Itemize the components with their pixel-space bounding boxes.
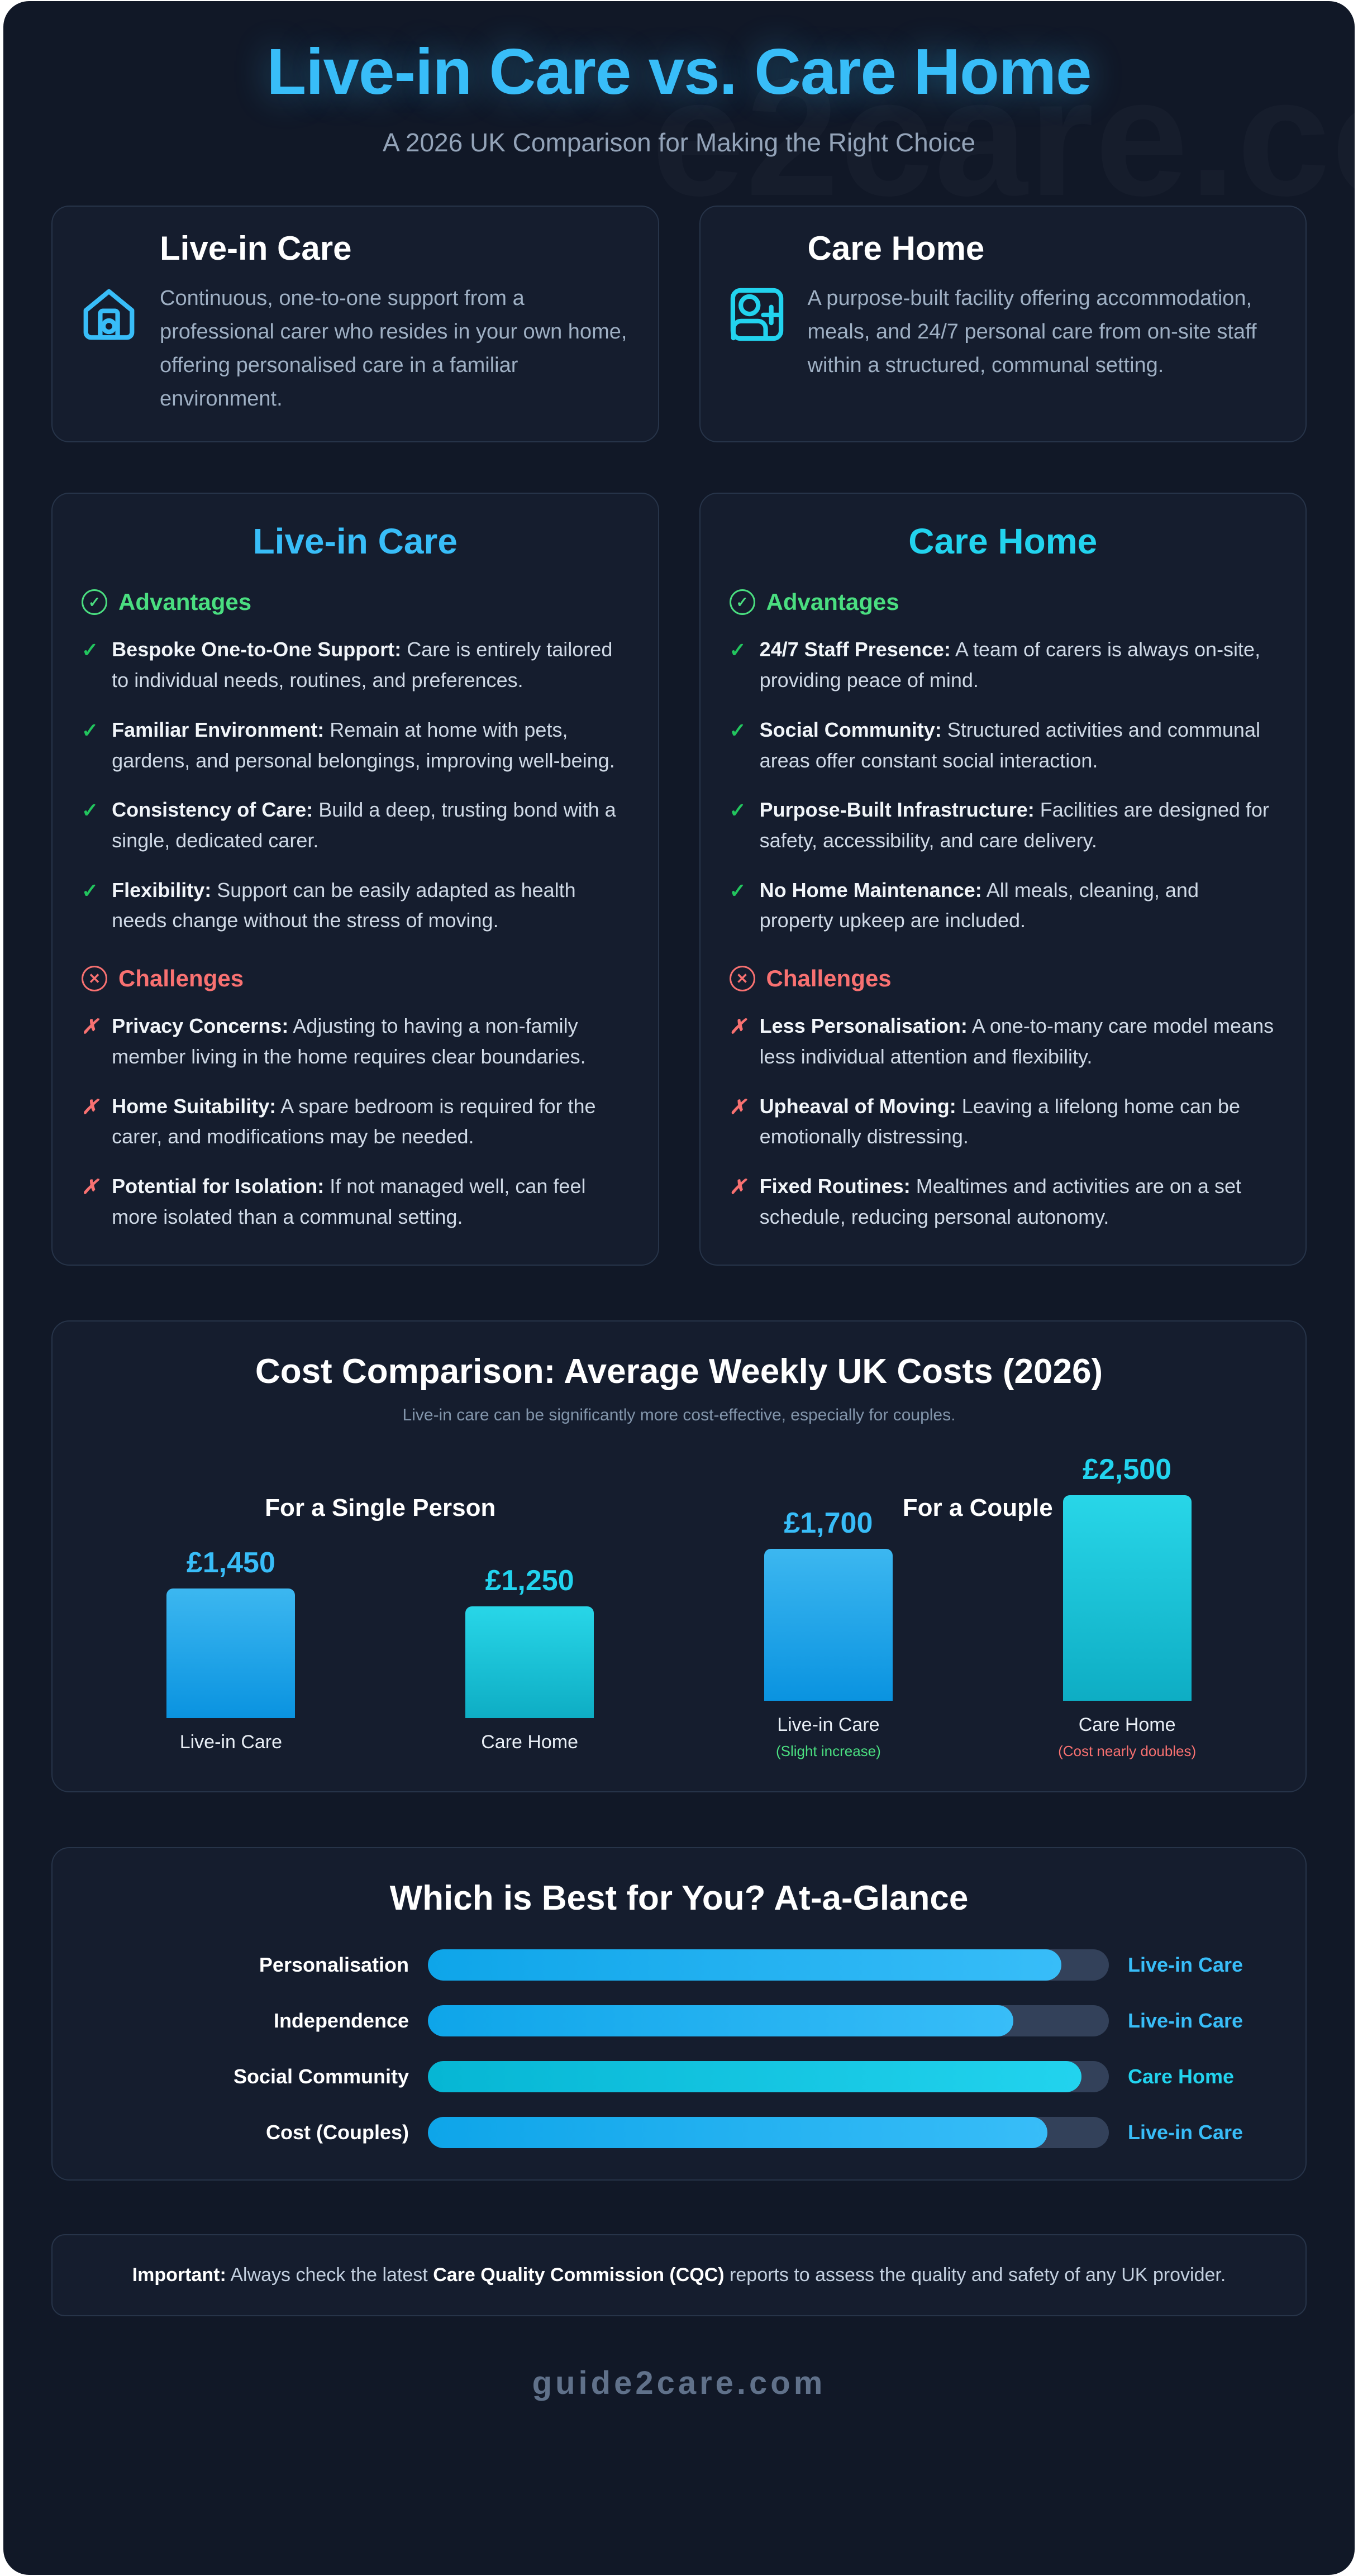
cross-icon: ✗ <box>729 1095 746 1118</box>
list-item-term: No Home Maintenance: <box>759 878 982 901</box>
challenges-list-care-home <box>730 1011 1277 1232</box>
check-icon: ✓ <box>82 638 99 662</box>
check-circle-icon: ✓ <box>82 589 107 615</box>
intro-card-title: Care Home <box>807 230 985 268</box>
advantages-heading <box>730 589 1277 616</box>
check-circle-icon: ✓ <box>730 589 755 615</box>
challenges-heading <box>82 965 629 992</box>
glance-progress-fill <box>428 1949 1061 1981</box>
list-item <box>82 1171 629 1232</box>
list-item <box>730 795 1277 856</box>
list-item <box>82 1091 629 1152</box>
list-item-term: Less Personalisation: <box>759 1014 968 1038</box>
list-item <box>82 635 629 695</box>
intro-cards-row <box>51 206 1307 442</box>
glance-progress-fill <box>428 2005 1013 2036</box>
list-item-text: A spare bedroom is required for the carer, and modifications may be needed. <box>112 1094 596 1148</box>
list-item-term: Social Community: <box>759 718 942 741</box>
glance-row-label: Independence <box>273 2009 409 2033</box>
glance-row-label: Cost (Couples) <box>266 2121 409 2144</box>
list-item-text: Support can be easily adapted as health needs change without the stress of moving. <box>112 878 576 932</box>
cost-bar-note: (Cost nearly doubles) <box>1058 1743 1197 1760</box>
cost-panel-subtitle: Live-in care can be significantly more cost-effective, especially for couples. <box>402 1406 956 1425</box>
cost-comparison-panel <box>51 1320 1307 1792</box>
comparison-column-live-in-care <box>51 493 659 1266</box>
page-header <box>51 1 1307 158</box>
challenges-label: Challenges <box>118 965 244 992</box>
glance-row-winner: Live-in Care <box>1128 1953 1243 1977</box>
list-item <box>730 1171 1277 1232</box>
care-facility-person-plus-icon <box>726 230 788 348</box>
page-subtitle: A 2026 UK Comparison for Making the Right Choice <box>382 128 976 158</box>
cost-bar-value: £1,700 <box>784 1507 873 1540</box>
challenges-heading <box>730 965 1277 992</box>
list-item-text: A one-to-many care model means less individual attention and flexibility. <box>759 1014 1274 1068</box>
cross-icon: ✗ <box>82 1095 99 1118</box>
list-item-term: Flexibility: <box>112 878 212 901</box>
list-item-term: Home Suitability: <box>112 1094 277 1118</box>
glance-progress-track <box>428 2005 1109 2036</box>
cost-panel-title: Cost Comparison: Average Weekly UK Costs (2026) <box>255 1352 1103 1391</box>
list-item-text: Adjusting to having a non-family member living in the home requires clear boundaries. <box>112 1014 586 1068</box>
challenges-list-live-in-care <box>82 1011 629 1232</box>
intro-card-live-in-care <box>51 206 659 442</box>
cost-bar-value: £1,250 <box>485 1564 574 1597</box>
cost-bar-label: Care Home <box>481 1731 579 1753</box>
glance-row-winner: Live-in Care <box>1128 2121 1243 2144</box>
check-icon: ✓ <box>82 718 99 742</box>
cross-icon: ✗ <box>729 1175 746 1198</box>
comparison-columns-row <box>51 493 1307 1266</box>
intro-card-description: Continuous, one-to-one support from a professional carer who resides in your own home, offering personalised care in a familiar environment. <box>160 287 627 411</box>
intro-card-body <box>808 230 1280 382</box>
glance-progress-fill <box>428 2117 1047 2148</box>
page-title: Live-in Care vs. Care Home <box>266 35 1092 108</box>
glance-row-winner: Live-in Care <box>1128 2009 1243 2033</box>
list-item-text: All meals, cleaning, and property upkeep are included. <box>759 878 1199 932</box>
note-emphasis: Care Quality Commission (CQC) <box>433 2264 725 2286</box>
glance-progress-track <box>428 1949 1109 1981</box>
list-item-text: A team of carers is always on-site, providing peace of mind. <box>759 638 1261 692</box>
note-text-before: Always check the latest <box>226 2264 433 2286</box>
glance-row-label: Personalisation <box>259 1953 409 1977</box>
content-wrapper <box>3 1 1355 2491</box>
check-icon: ✓ <box>82 879 99 902</box>
list-item-term: Consistency of Care: <box>112 798 313 822</box>
cost-chart <box>82 1447 1276 1760</box>
list-item <box>730 635 1277 695</box>
glance-progress-track <box>428 2117 1109 2148</box>
glance-title: Which is Best for You? At-a-Glance <box>389 1879 969 1918</box>
list-item <box>82 795 629 856</box>
cost-bar-label: Live-in Care <box>777 1714 880 1736</box>
list-item-text: Leaving a lifelong home can be emotionally distressing. <box>759 1094 1241 1148</box>
cost-group-title: For a Single Person <box>265 1494 496 1522</box>
glance-progress-fill <box>428 2061 1081 2092</box>
glance-row-social-community <box>82 2061 1276 2092</box>
list-item-term: Potential for Isolation: <box>112 1174 325 1198</box>
cost-group-title: For a Couple <box>902 1494 1053 1522</box>
comparison-column-title: Live-in Care <box>252 521 458 562</box>
glance-row-personalisation <box>82 1949 1276 1981</box>
cross-icon: ✗ <box>729 1015 746 1038</box>
cost-group-couple <box>679 1447 1277 1760</box>
advantages-heading <box>82 589 629 616</box>
cost-group-single <box>82 1447 679 1760</box>
advantages-label: Advantages <box>766 589 899 616</box>
infographic-container <box>3 1 1355 2575</box>
glance-row-independence <box>82 2005 1276 2036</box>
cross-icon: ✗ <box>82 1015 99 1038</box>
list-item-text: Structured activities and communal areas offer constant social interaction. <box>759 718 1260 772</box>
advantages-list-care-home <box>730 635 1277 936</box>
note-prefix: Important: <box>132 2264 226 2286</box>
glance-rows <box>82 1949 1276 2148</box>
glance-row-label: Social Community <box>233 2065 409 2088</box>
list-item-text: Build a deep, trusting bond with a single, dedicated carer. <box>112 798 616 852</box>
list-item-text: Mealtimes and activities are on a set schedule, reducing personal autonomy. <box>759 1174 1241 1228</box>
site-footer-url: guide2care.com <box>532 2364 826 2401</box>
check-icon: ✓ <box>729 879 746 902</box>
intro-card-care-home <box>699 206 1307 442</box>
glance-row-winner: Care Home <box>1128 2065 1235 2088</box>
intro-card-description: A purpose-built facility offering accommodation, meals, and 24/7 personal care from on-site staff within a structured, communal setting. <box>807 287 1257 378</box>
note-text-after: reports to assess the quality and safety of any UK provider. <box>724 2264 1226 2286</box>
list-item-term: Bespoke One-to-One Support: <box>112 638 402 661</box>
list-item-text: If not managed well, can feel more isolated than a communal setting. <box>112 1174 586 1228</box>
cross-circle-icon: ✕ <box>730 966 755 991</box>
intro-card-title: Live-in Care <box>160 230 352 268</box>
list-item-text: Facilities are designed for safety, accessibility, and care delivery. <box>759 798 1269 852</box>
cross-icon: ✗ <box>82 1175 99 1198</box>
cost-bar <box>166 1588 295 1718</box>
cost-bar <box>1063 1495 1192 1701</box>
list-item-term: Familiar Environment: <box>112 718 325 741</box>
list-item <box>730 875 1277 936</box>
list-item <box>82 875 629 936</box>
cost-bar-note: (Slight increase) <box>775 1743 881 1760</box>
list-item-text: Remain at home with pets, gardens, and personal belongings, improving well-being. <box>112 718 615 772</box>
advantages-label: Advantages <box>118 589 252 616</box>
challenges-label: Challenges <box>766 965 892 992</box>
list-item-term: Purpose-Built Infrastructure: <box>759 798 1035 822</box>
at-a-glance-panel <box>51 1847 1307 2181</box>
cost-bar <box>764 1549 893 1701</box>
check-icon: ✓ <box>729 638 746 662</box>
check-icon: ✓ <box>729 799 746 822</box>
list-item <box>82 715 629 776</box>
comparison-column-title: Care Home <box>908 521 1098 562</box>
cost-bar-value: £1,450 <box>186 1547 275 1580</box>
important-note <box>51 2234 1307 2316</box>
intro-card-body <box>160 230 632 416</box>
list-item-term: Fixed Routines: <box>759 1174 911 1198</box>
cost-bar-label: Care Home <box>1078 1714 1176 1736</box>
check-icon: ✓ <box>82 799 99 822</box>
comparison-column-care-home <box>699 493 1307 1266</box>
list-item <box>730 715 1277 776</box>
list-item <box>730 1091 1277 1152</box>
cost-bar-label: Live-in Care <box>179 1731 283 1753</box>
cost-bar <box>465 1606 594 1718</box>
check-icon: ✓ <box>729 718 746 742</box>
list-item <box>82 1011 629 1072</box>
advantages-list-live-in-care <box>82 635 629 936</box>
list-item-term: Upheaval of Moving: <box>759 1094 956 1118</box>
list-item-text: Care is entirely tailored to individual needs, routines, and preferences. <box>112 638 613 692</box>
list-item-term: Privacy Concerns: <box>112 1014 289 1038</box>
cost-bar-value: £2,500 <box>1083 1453 1172 1486</box>
list-item <box>730 1011 1277 1072</box>
glance-row-cost-couples <box>82 2117 1276 2148</box>
list-item-term: 24/7 Staff Presence: <box>759 638 951 661</box>
glance-progress-track <box>428 2061 1109 2092</box>
home-person-icon <box>78 230 140 348</box>
cross-circle-icon: ✕ <box>82 966 107 991</box>
